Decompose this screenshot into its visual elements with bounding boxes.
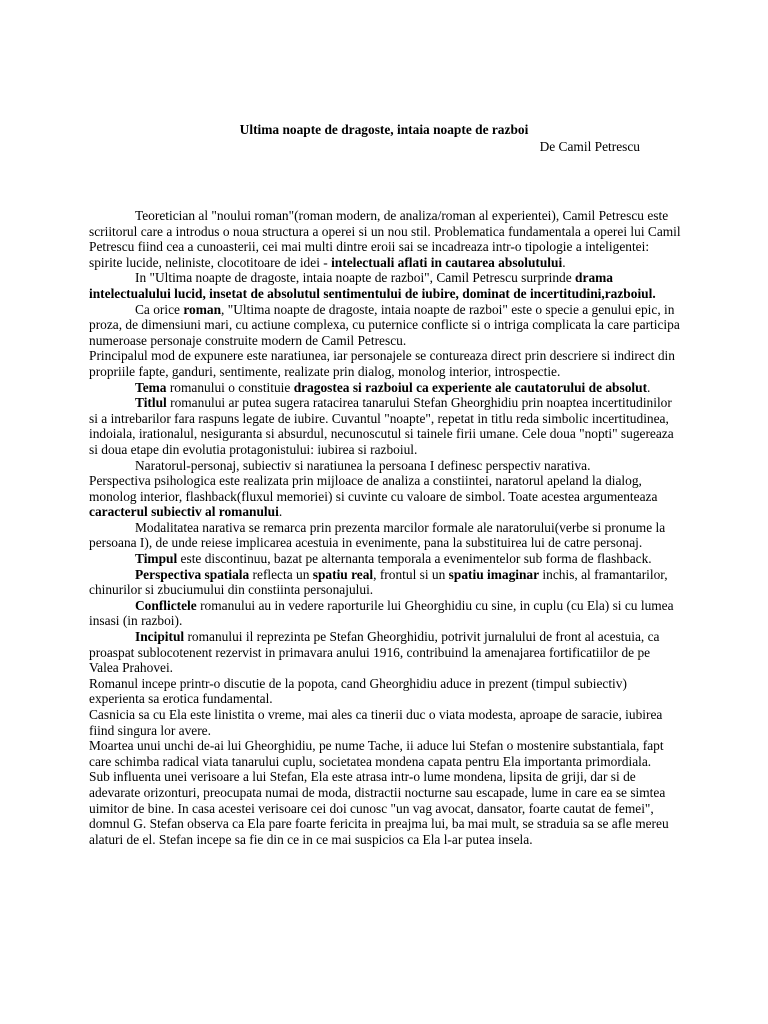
bold-phrase: Timpul [135, 551, 178, 567]
paragraph-14 [89, 676, 681, 707]
paragraph-text: Naratorul-personaj, subiectiv si naratiunea la persoana I definesc perspectiv narativa. [135, 457, 591, 473]
paragraph-11 [89, 567, 681, 598]
bold-phrase: Perspectiva spatiala [135, 566, 250, 582]
bold-phrase: roman [183, 301, 222, 317]
paragraph-text: Ca orice [135, 301, 184, 317]
paragraph-text: Sub influenta unei verisoare a lui Stefan, Ela este atrasa intr-o lume mondena, lipsita de griji, dar si de adevarate orizonturi, preocupata numai de moda, distractii nocturne sau escapade, lume in care ea se simtea uimitor de bine. In casa acestei verisoare cei doi cunosc "un vag avocat, dansator, foarte cautat de femei", domnul G. Stefan observa ca Ela pare foarte fericita in preajma lui, ba mai mult, se straduia sa se afle mereu alaturi de el. Stefan incepe sa fie din ce in ce mai suspicios ca Ela l-ar putea insela. [89, 769, 669, 847]
document-body [89, 208, 681, 847]
paragraph-text: romanului il reprezinta pe Stefan Gheorghidiu, potrivit jurnalului de front al acestuia, ca proaspat sublocotenent rezervist in primavara anului 1916, contribuind la amenajarea fortificatiilor de pe Valea Prahovei. [89, 629, 660, 676]
bold-phrase: spatiu imaginar [448, 566, 540, 582]
paragraph-1 [89, 208, 681, 270]
paragraph-text: . [647, 379, 651, 395]
paragraph-text: Romanul incepe printr-o discutie de la popota, cand Gheorghidiu aduce in prezent (timpul subiectiv) experienta sa erotica fundamental. [89, 675, 627, 707]
paragraph-text: romanului au in vedere raporturile lui Gheorghidiu cu sine, in cuplu (cu Ela) si cu lumea insasi (in razboi). [89, 597, 674, 629]
paragraph-text: Teoretician al "noului roman"(roman modern, de analiza/roman al experientei), Camil Petrescu este scriitorul care a introdus o noua structura a operei si un nou stil. Problematica fundamentala a operei lui Camil Petrescu fiind cea a cunoasterii, cei mai multi dintre eroii sai se incadreaza intr-o tipologie a inteligentei: spirite lucide, neliniste, clocotitoare de idei - [89, 208, 681, 270]
paragraph-text: romanului o constituie [166, 379, 294, 395]
paragraph-text: romanului ar putea sugera ratacirea tanarului Stefan Gheorghidiu prin noaptea incertitudinilor si a intrebarilor fara raspuns legate de iubire. Cuvantul "noapte", repetat in titlu reda simbolic incertitudinea, indoiala, irationalul, nesiguranta si absurdul, necunoscutul si tainele firii umane. Cele doua "nopti" sugereaza si doua etape din evolutia protagonistului: iubirea si razboiul. [89, 395, 674, 457]
bold-phrase: Tema [135, 379, 167, 395]
paragraph-9 [89, 520, 681, 551]
paragraph-text: Principalul mod de expunere este naratiunea, iar personajele se contureaza direct prin descriere si indirect din propriile fapte, ganduri, sentimente, realizate prin dialog, monolog interior, introspectie. [89, 348, 675, 379]
paragraph-13 [89, 629, 681, 676]
paragraph-text: Moartea unui unchi de-ai lui Gheorghidiu, pe nume Tache, ii aduce lui Stefan o mostenire substantiala, fapt care schimba radical viata tanarului cuplu, societatea mondena capata pentru Ela importanta primordiala. [89, 738, 664, 769]
bold-phrase: intelectuali aflati in cautarea absolutului [331, 254, 563, 270]
paragraph-4 [89, 348, 681, 379]
bold-phrase: spatiu real [312, 566, 374, 582]
paragraph-7 [89, 458, 681, 474]
bold-phrase: caracterul subiectiv al romanului [89, 504, 279, 520]
paragraph-15 [89, 707, 681, 738]
paragraph-6 [89, 395, 681, 457]
bold-phrase: drama intelectualului lucid, insetat de absolutul sentimentului de iubire, dominat de incertitudini,razboiul. [89, 270, 656, 301]
paragraph-16 [89, 738, 681, 769]
bold-phrase: Titlul [135, 395, 167, 411]
paragraph-text: , "Ultima noapte de dragoste, intaia noapte de razboi" este o specie a genului epic, in proza, de dimensiuni mari, cu actiune complexa, cu puternice conflicte si o intriga complicata la care participa numeroase personaje construite modern de Camil Petrescu. [89, 301, 680, 348]
bold-phrase: dragostea si razboiul ca experiente ale cautatorului de absolut [293, 379, 648, 395]
paragraph-text: . [562, 254, 566, 270]
author-line: De Camil Petrescu [539, 139, 640, 154]
paragraph-text: reflecta un [249, 566, 313, 582]
document-title: Ultima noapte de dragoste, intaia noapte de razboi [239, 122, 529, 137]
paragraph-8 [89, 473, 681, 520]
paragraph-10 [89, 551, 681, 567]
paragraph-17 [89, 769, 681, 847]
paragraph-text: , frontul si un [373, 566, 449, 582]
paragraph-text: inchis, al framantarilor, chinurilor si zbuciumului din constiinta personajului. [89, 566, 668, 598]
bold-phrase: Conflictele [135, 597, 197, 613]
paragraph-text: Perspectiva psihologica este realizata prin mijloace de analiza a constiintei, naratorul apeland la dialog, monolog interior, flashback(fluxul memoriei) si cuvinte cu valoare de simbol. Toate acestea argumenteaza [89, 473, 658, 504]
bold-phrase: Incipitul [135, 629, 185, 645]
paragraph-text: este discontinuu, bazat pe alternanta temporala a evenimentelor sub forma de flashback. [177, 551, 652, 567]
paragraph-5 [89, 380, 681, 396]
paragraph-text: Casnicia sa cu Ela este linistita o vreme, mai ales ca tinerii duc o viata modesta, aproape de saracie, iubirea fiind singura lor avere. [89, 707, 663, 738]
paragraph-text: . [278, 504, 283, 520]
paragraph-text: In "Ultima noapte de dragoste, intaia noapte de razboi", Camil Petrescu surprinde [135, 270, 576, 286]
paragraph-3 [89, 302, 681, 349]
paragraph-12 [89, 598, 681, 629]
paragraph-2 [89, 270, 681, 301]
paragraph-text: Modalitatea narativa se remarca prin prezenta marcilor formale ale naratorului(verbe si pronume la persoana I), de unde reiese implicarea acestuia in evenimente, pana la substituirea lui de catre personaj. [89, 519, 666, 551]
